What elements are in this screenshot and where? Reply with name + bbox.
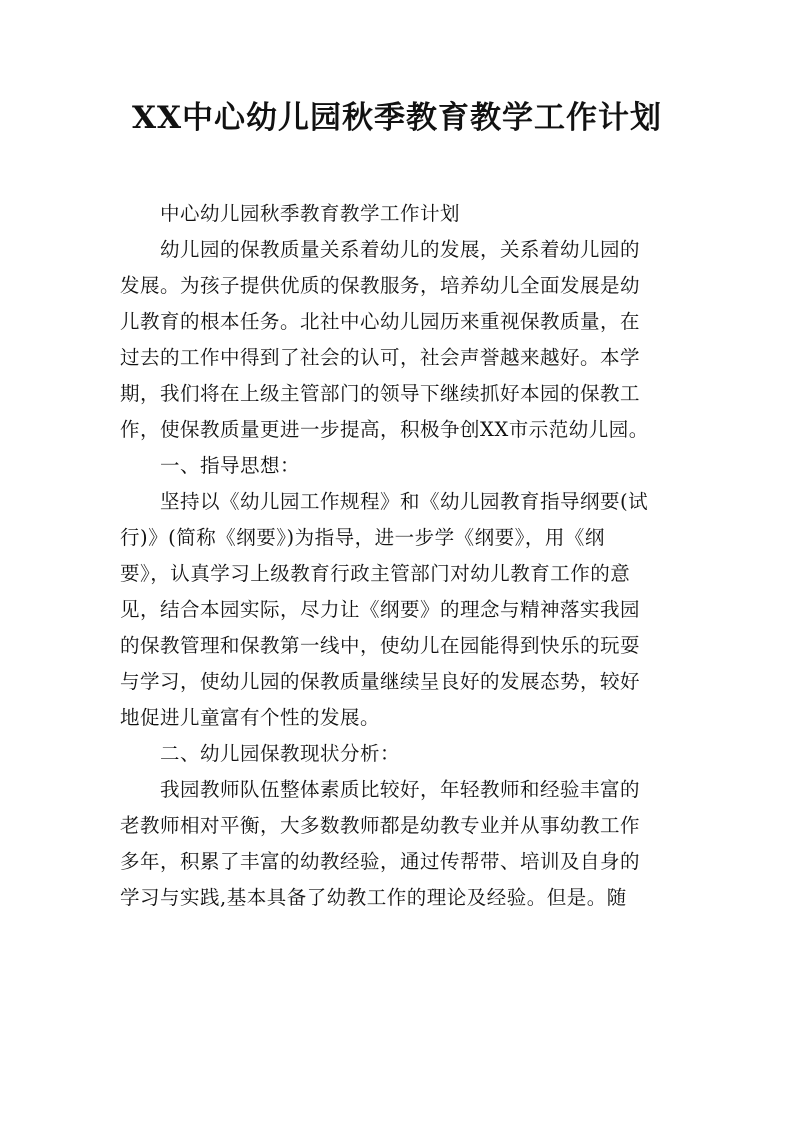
paragraph-line: 坚持以《幼儿园工作规程》和《幼儿园教育指导纲要(试 [160,490,649,513]
paragraph-line: 期，我们将在上级主管部门的领导下继续抓好本园的保教工 [120,382,641,405]
paragraph-line: 老教师相对平衡，大多数教师都是幼教专业并从事幼教工作 [120,814,641,837]
paragraph-line: 儿教育的根本任务。北社中心幼儿园历来重视保教质量，在 [120,310,641,333]
paragraph-line: 地促进儿童富有个性的发展。 [120,706,381,729]
paragraph-line: 中心幼儿园秋季教育教学工作计划 [160,202,461,225]
paragraph-line: 幼儿园的保教质量关系着幼儿的发展，关系着幼儿园的 [160,238,641,261]
paragraph-line: 与学习，使幼儿园的保教质量继续呈良好的发展态势，较好 [120,670,641,693]
section-heading: 二、幼儿园保教现状分析： [160,742,401,765]
paragraph-line: 发展。为孩子提供优质的保教服务，培养幼儿全面发展是幼 [120,274,641,297]
section-heading: 一、指导思想： [160,454,301,477]
paragraph-line: 的保教管理和保教第一线中，使幼儿在园能得到快乐的玩耍 [120,634,641,657]
paragraph-line: 作，使保教质量更进一步提高，积极争创XX市示范幼儿园。 [120,418,649,441]
document-body [120,196,680,916]
paragraph-line: 学习与实践,基本具备了幼教工作的理论及经验。但是。随 [120,886,627,909]
paragraph-line: 行)》(简称《纲要》)为指导，进一步学《纲要》，用《纲 [120,526,605,549]
paragraph-line: 要》，认真学习上级教育行政主管部门对幼儿教育工作的意 [120,562,631,585]
paragraph-line: 见，结合本园实际，尽力让《纲要》的理念与精神落实我园 [120,598,641,621]
paragraph-line: 过去的工作中得到了社会的认可，社会声誉越来越好。本学 [120,346,641,369]
document-title: XX中心幼儿园秋季教育教学工作计划 [131,100,663,136]
paragraph-line: 多年，积累了丰富的幼教经验，通过传帮带、培训及自身的 [120,850,641,873]
paragraph-line: 我园教师队伍整体素质比较好，年轻教师和经验丰富的 [160,778,641,801]
